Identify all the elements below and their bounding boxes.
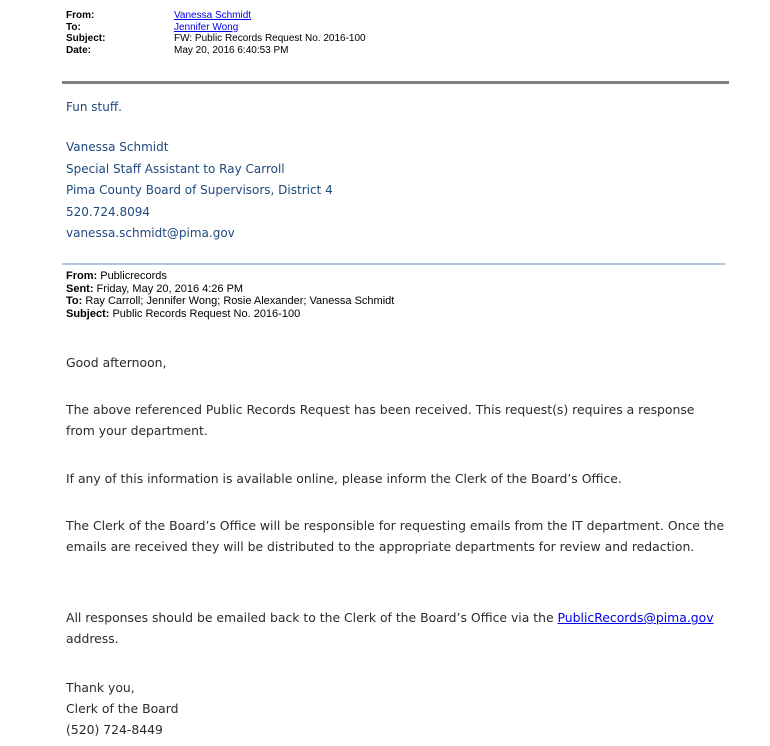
to-label: To: bbox=[66, 21, 81, 33]
signature-title: Special Staff Assistant to Ray Carroll bbox=[66, 161, 285, 176]
date-label: Date: bbox=[66, 44, 92, 56]
reply-text: Fun stuff. bbox=[66, 100, 122, 114]
header-date-row bbox=[66, 45, 366, 57]
signature bbox=[66, 137, 333, 245]
from-link[interactable]: Vanessa Schmidt bbox=[174, 10, 252, 21]
signature-email: vanessa.schmidt@pima.gov bbox=[66, 226, 235, 240]
paragraph-online: If any of this information is available online, please inform the Clerk of the Board’s Office. bbox=[66, 471, 622, 486]
closing-phone: (520) 724-8449 bbox=[66, 722, 163, 737]
closing-block bbox=[66, 677, 726, 740]
email-header bbox=[66, 10, 366, 56]
fwd-subject-row: Subject: Public Records Request No. 2016-100 bbox=[66, 307, 301, 320]
signature-name: Vanessa Schmidt bbox=[66, 140, 169, 154]
greeting: Good afternoon, bbox=[66, 355, 167, 370]
subject-value: FW: Public Records Request No. 2016-100 bbox=[174, 33, 366, 44]
closing-name: Clerk of the Board bbox=[66, 701, 179, 716]
public-records-email-link[interactable]: PublicRecords@pima.gov bbox=[557, 610, 714, 625]
paragraph-responses: All responses should be emailed back to the Clerk of the Board’s Office via the PublicRecords@pima.gov address. bbox=[66, 610, 714, 646]
to-link[interactable]: Jennifer Wong bbox=[174, 21, 239, 33]
fwd-to-row: To: Ray Carroll; Jennifer Wong; Rosie Alexander; Vanessa Schmidt bbox=[66, 295, 395, 307]
subject-label: Subject: bbox=[66, 33, 106, 44]
header-from-row bbox=[66, 10, 366, 22]
header-subject-row bbox=[66, 33, 366, 45]
date-value: May 20, 2016 6:40:53 PM bbox=[174, 44, 289, 56]
forward-divider bbox=[62, 263, 725, 265]
fwd-from-row: From: Publicrecords bbox=[66, 270, 167, 282]
header-to-row bbox=[66, 22, 366, 34]
fwd-sent-row: Sent: Friday, May 20, 2016 4:26 PM bbox=[66, 282, 244, 295]
closing-thanks: Thank you, bbox=[66, 680, 135, 695]
header-divider bbox=[62, 81, 729, 84]
signature-phone: 520.724.8094 bbox=[66, 204, 150, 219]
paragraph-received: The above referenced Public Records Request has been received. This request(s) requires a response from your department. bbox=[66, 402, 695, 438]
paragraph-it-department: The Clerk of the Board’s Office will be responsible for requesting emails from the IT department. Once the emails are received they will be distributed to the appropriate departments for review and redaction. bbox=[66, 518, 725, 554]
from-label: From: bbox=[66, 10, 95, 21]
forwarded-header bbox=[66, 270, 394, 320]
signature-org: Pima County Board of Supervisors, District 4 bbox=[66, 183, 333, 197]
